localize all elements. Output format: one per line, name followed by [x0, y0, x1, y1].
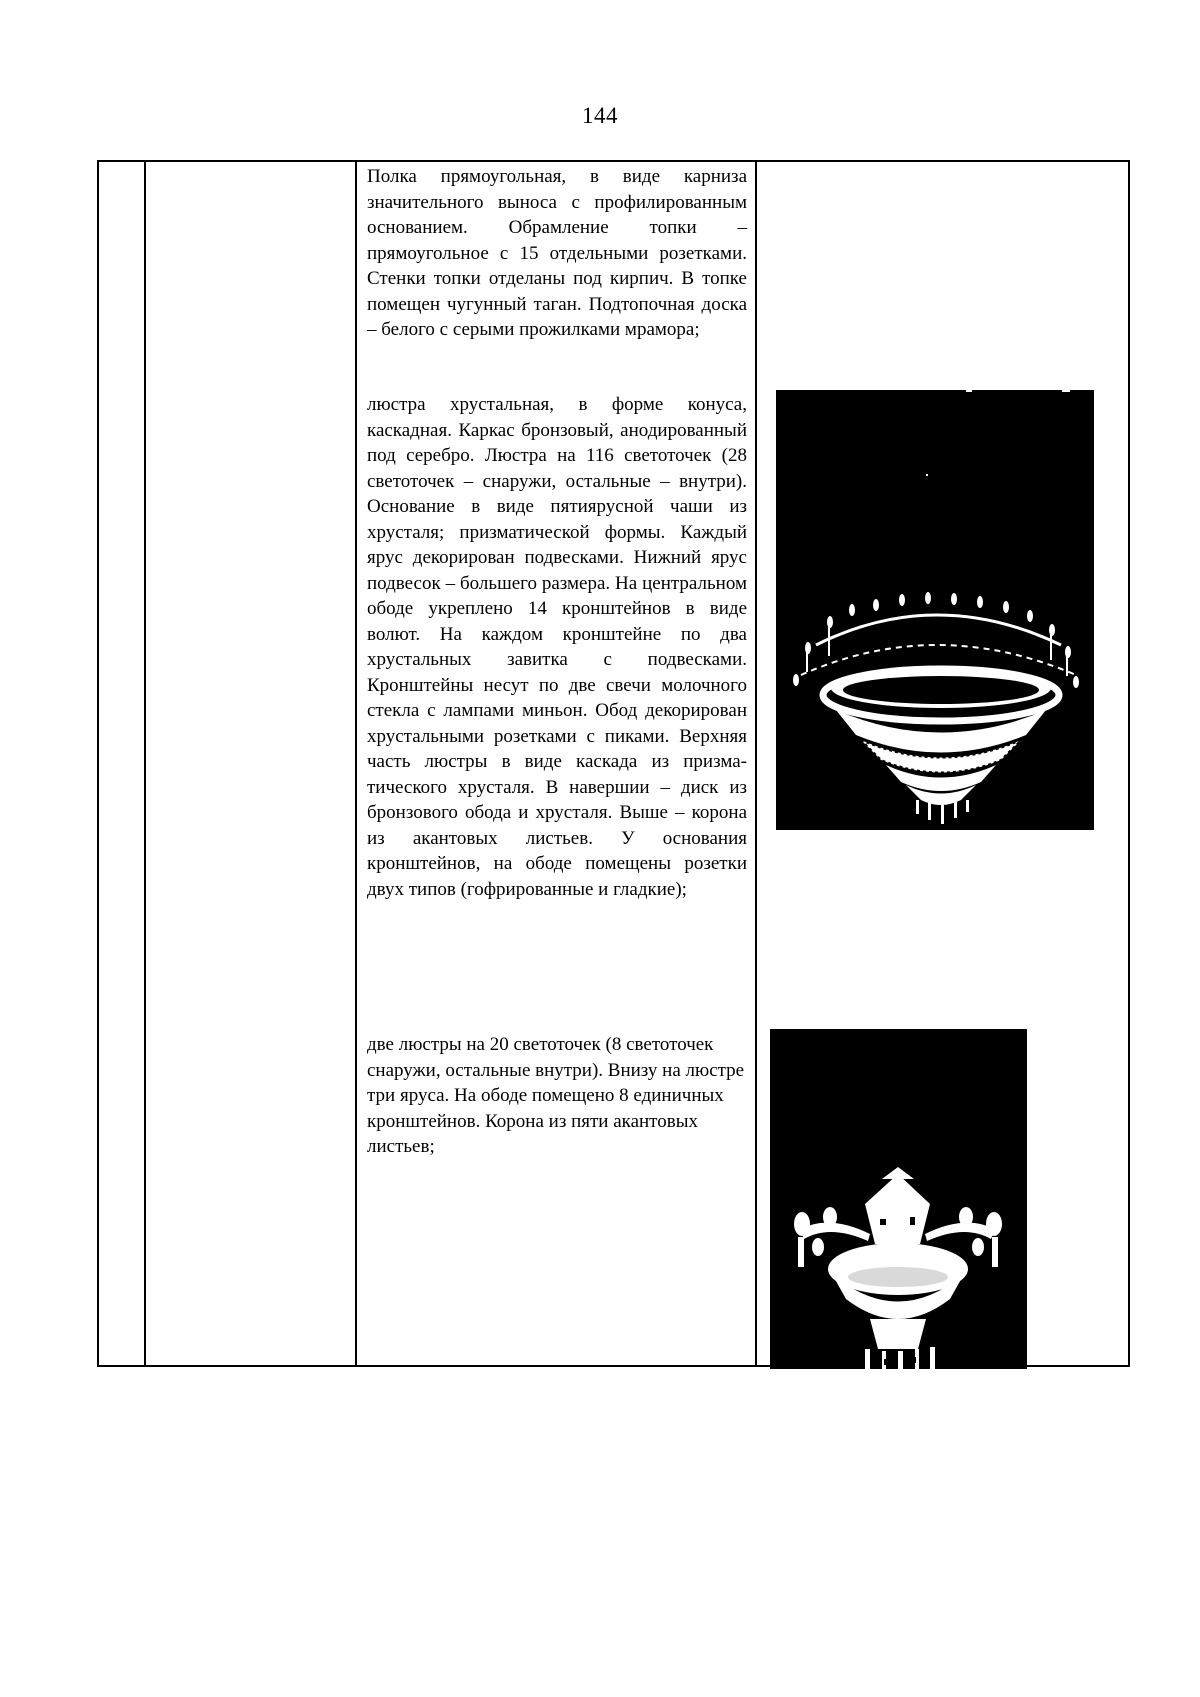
- main-chandelier-description: люстра хрустальная, в форме конуса, каскадная. Каркас бронзовый, анодированный под серебро. Люстра на 116 светоточек (28 светоточек – снаружи, остальные – внутри). Основание в виде пятиярусной чаши из хрусталя; призматической формы. Каждый ярус декорирован подвесками. Нижний ярус подвесок – большего размера. На центральном ободе укреплено 14 кронштейнов в виде волют. На каждом кронштейне по два хрустальных завитка с подвесками. Кронштейны несут по две свечи молочного стекла с лампами миньон. Обод декорирован хрустальными розетками с пиками. Верхняя часть люстры в виде каскада из призма-тического хрусталя. В навершии – диск из бронзового обода и хрусталя. Выше – корона из акантовых листьев. У основания кронштейнов, на ободе помещены розетки двух типов (гофрированные и гладкие);: [367, 394, 747, 900]
- table-column-divider: [755, 162, 757, 1365]
- table-column-divider: [355, 162, 357, 1365]
- chandelier-photo-secondary: [770, 1029, 1027, 1369]
- document-table: [97, 160, 1130, 1367]
- fireplace-description: Полка прямоугольная, в виде карниза значительного выноса с профилированным основанием. Обрамление топки – прямоугольное с 15 отдельными розетками. Стенки топки отделаны под кирпич. В топке помещен чугунный таган. Подтопочная доска – белого с серыми прожилками мрамора;: [367, 166, 747, 340]
- chandelier-photo-main: [776, 390, 1094, 830]
- table-column-divider: [144, 162, 146, 1365]
- page-number: 144: [582, 103, 618, 128]
- two-chandeliers-description: две люстры на 20 светоточек (8 светоточек снаружи, остальные внутри). Внизу на люстре три яруса. На ободе помещено 8 единичных кронштейнов. Корона из пяти акантовых листьев;: [367, 1034, 745, 1157]
